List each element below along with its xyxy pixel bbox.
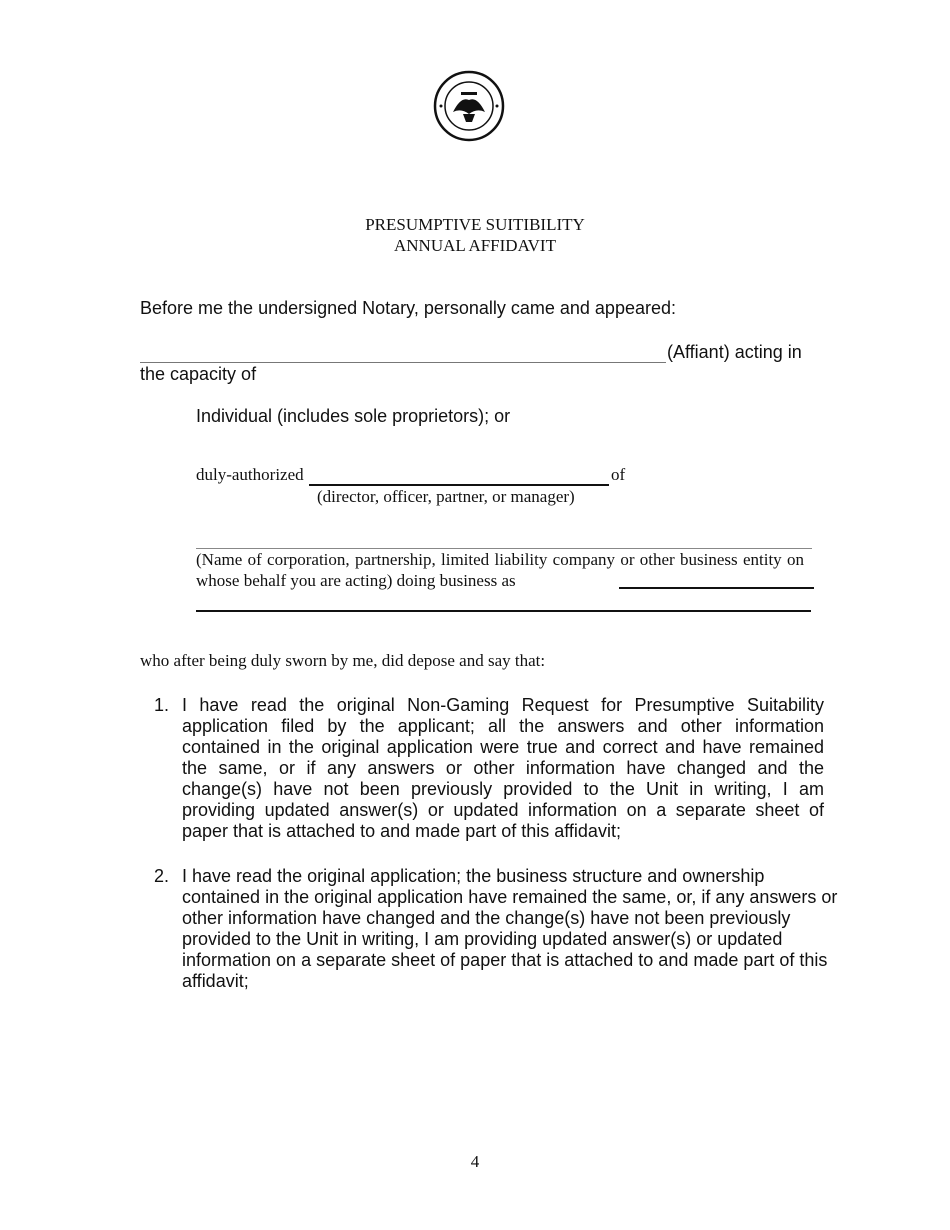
duly-authorized-label: duly-authorized (196, 465, 304, 484)
statement-number: 2. (154, 866, 170, 886)
title-field[interactable] (309, 484, 609, 486)
dba-continuation-field[interactable] (196, 610, 811, 612)
page-number: 4 (470, 1152, 480, 1171)
affiant-suffix: (Affiant) acting in (667, 342, 802, 362)
intro-text: Before me the undersigned Notary, personally came and appeared: (140, 298, 676, 318)
title-line-2: ANNUAL AFFIDAVIT (394, 236, 556, 255)
sworn-statement: who after being duly sworn by me, did depose and say that: (140, 651, 546, 670)
affiant-name-field[interactable] (140, 362, 666, 363)
individual-option: Individual (includes sole proprietors); or (196, 406, 511, 426)
state-seal-logo (433, 70, 505, 142)
capacity-label: the capacity of (140, 364, 257, 384)
title-field-caption: (director, officer, partner, or manager) (317, 487, 575, 506)
entity-caption: (Name of corporation, partnership, limited liability company or other business entity on whose behalf you are acting) doing business as (196, 550, 804, 590)
of-label: of (611, 465, 626, 484)
statement-text: I have read the original application; the business structure and ownership contained in the original application have remained the same, or, if any answers or other information have changed and the change(s) have not been previously provided to the Unit in writing, I am providing updated answer(s) or updated information on a separate sheet of paper that is attached to and made part of this affidavit; (182, 866, 838, 991)
statement-number: 1. (154, 695, 170, 715)
dba-field[interactable] (619, 587, 814, 589)
title-line-1: PRESUMPTIVE SUITIBILITY (365, 215, 585, 234)
statement-text: I have read the original Non-Gaming Request for Presumptive Suitability application filed by the applicant; all the answers and other information contained in the original application were true and correct and have remained the same, or if any answers or other information have changed and the change(s) have not been previously provided to the Unit in writing, I am providing updated answer(s) or updated information on a separate sheet of paper that is attached to and made part of this affidavit; (182, 695, 824, 841)
document-title (0, 214, 950, 256)
